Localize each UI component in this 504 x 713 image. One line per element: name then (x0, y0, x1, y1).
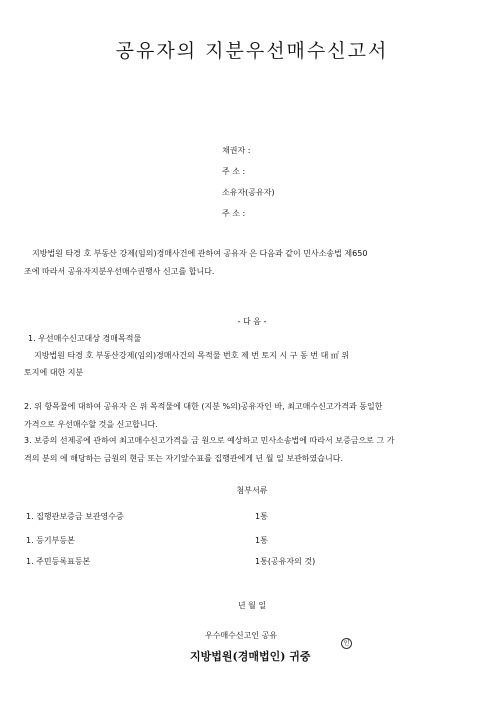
owner-address-label: 주 소 : (222, 209, 246, 218)
item-1-line-1: 지방법원 타경 호 부동산강제(임의)경매사건의 목적물 번호 제 번 토지 시 구 동 번 대 ㎡ 위 (34, 351, 350, 360)
seal-icon (341, 630, 352, 649)
attachment-count: 1통 (255, 512, 268, 521)
attachment-count: 1통 (255, 536, 268, 545)
item-2-line-1: 2. 위 항목물에 대하여 공유자 은 위 목적물에 대한 (지분 %의)공유자인 바, 최고매수신고가격과 동일한 (24, 402, 383, 411)
footer-signer: 우수매수신고인 공유 (205, 631, 278, 640)
footer-date: 년 월 일 (237, 601, 267, 610)
item-3-line-2: 격의 분의 에 해당하는 금원의 현금 또는 자기앞수표를 집행관에게 년 월 일 보관하였습니다. (24, 454, 343, 463)
section-heading: - 다 음 - (237, 317, 267, 326)
attachments-heading: 첨부서류 (236, 486, 268, 495)
attachment-name: 1. 집행관보증금 보관영수증 (26, 512, 124, 521)
intro-line-1: 지방법원 타경 호 부동산 강제(임의)경매사건에 관하여 공유자 은 다음과 같이 민사소송법 제650 (32, 249, 368, 258)
creditor-address-label: 주 소 : (222, 167, 246, 176)
item-1-line-2: 토지에 대한 지분 (24, 368, 84, 377)
item-3-line-1: 3. 보증의 선제공에 관하여 최고매수신고가격을 금 원으로 예상하고 민사소송법에 따라서 보증금으로 그 가 (24, 436, 395, 445)
item-2-line-2: 가격으로 우선매수할 것을 신고합니다. (24, 420, 158, 429)
attachment-name: 1. 등기부등본 (26, 536, 75, 545)
seal-mark: 인 (341, 638, 352, 649)
document-title: 공유자의 지분우선매수신고서 (115, 40, 389, 62)
attachment-name: 1. 주민등록표등본 (26, 557, 91, 566)
creditor-label: 채권자 : (222, 146, 251, 155)
attachment-count: 1통(공유자의 것) (255, 557, 316, 566)
owner-label: 소유자(공유자) (222, 188, 275, 197)
footer-court: 지방법원(경매법인) 귀중 (190, 650, 311, 663)
intro-line-2: 조에 따라서 공유자지분우선매수권행사 신고를 합니다. (24, 267, 215, 276)
item-1-title: 1. 우선매수신고대상 경매목적물 (28, 334, 142, 343)
